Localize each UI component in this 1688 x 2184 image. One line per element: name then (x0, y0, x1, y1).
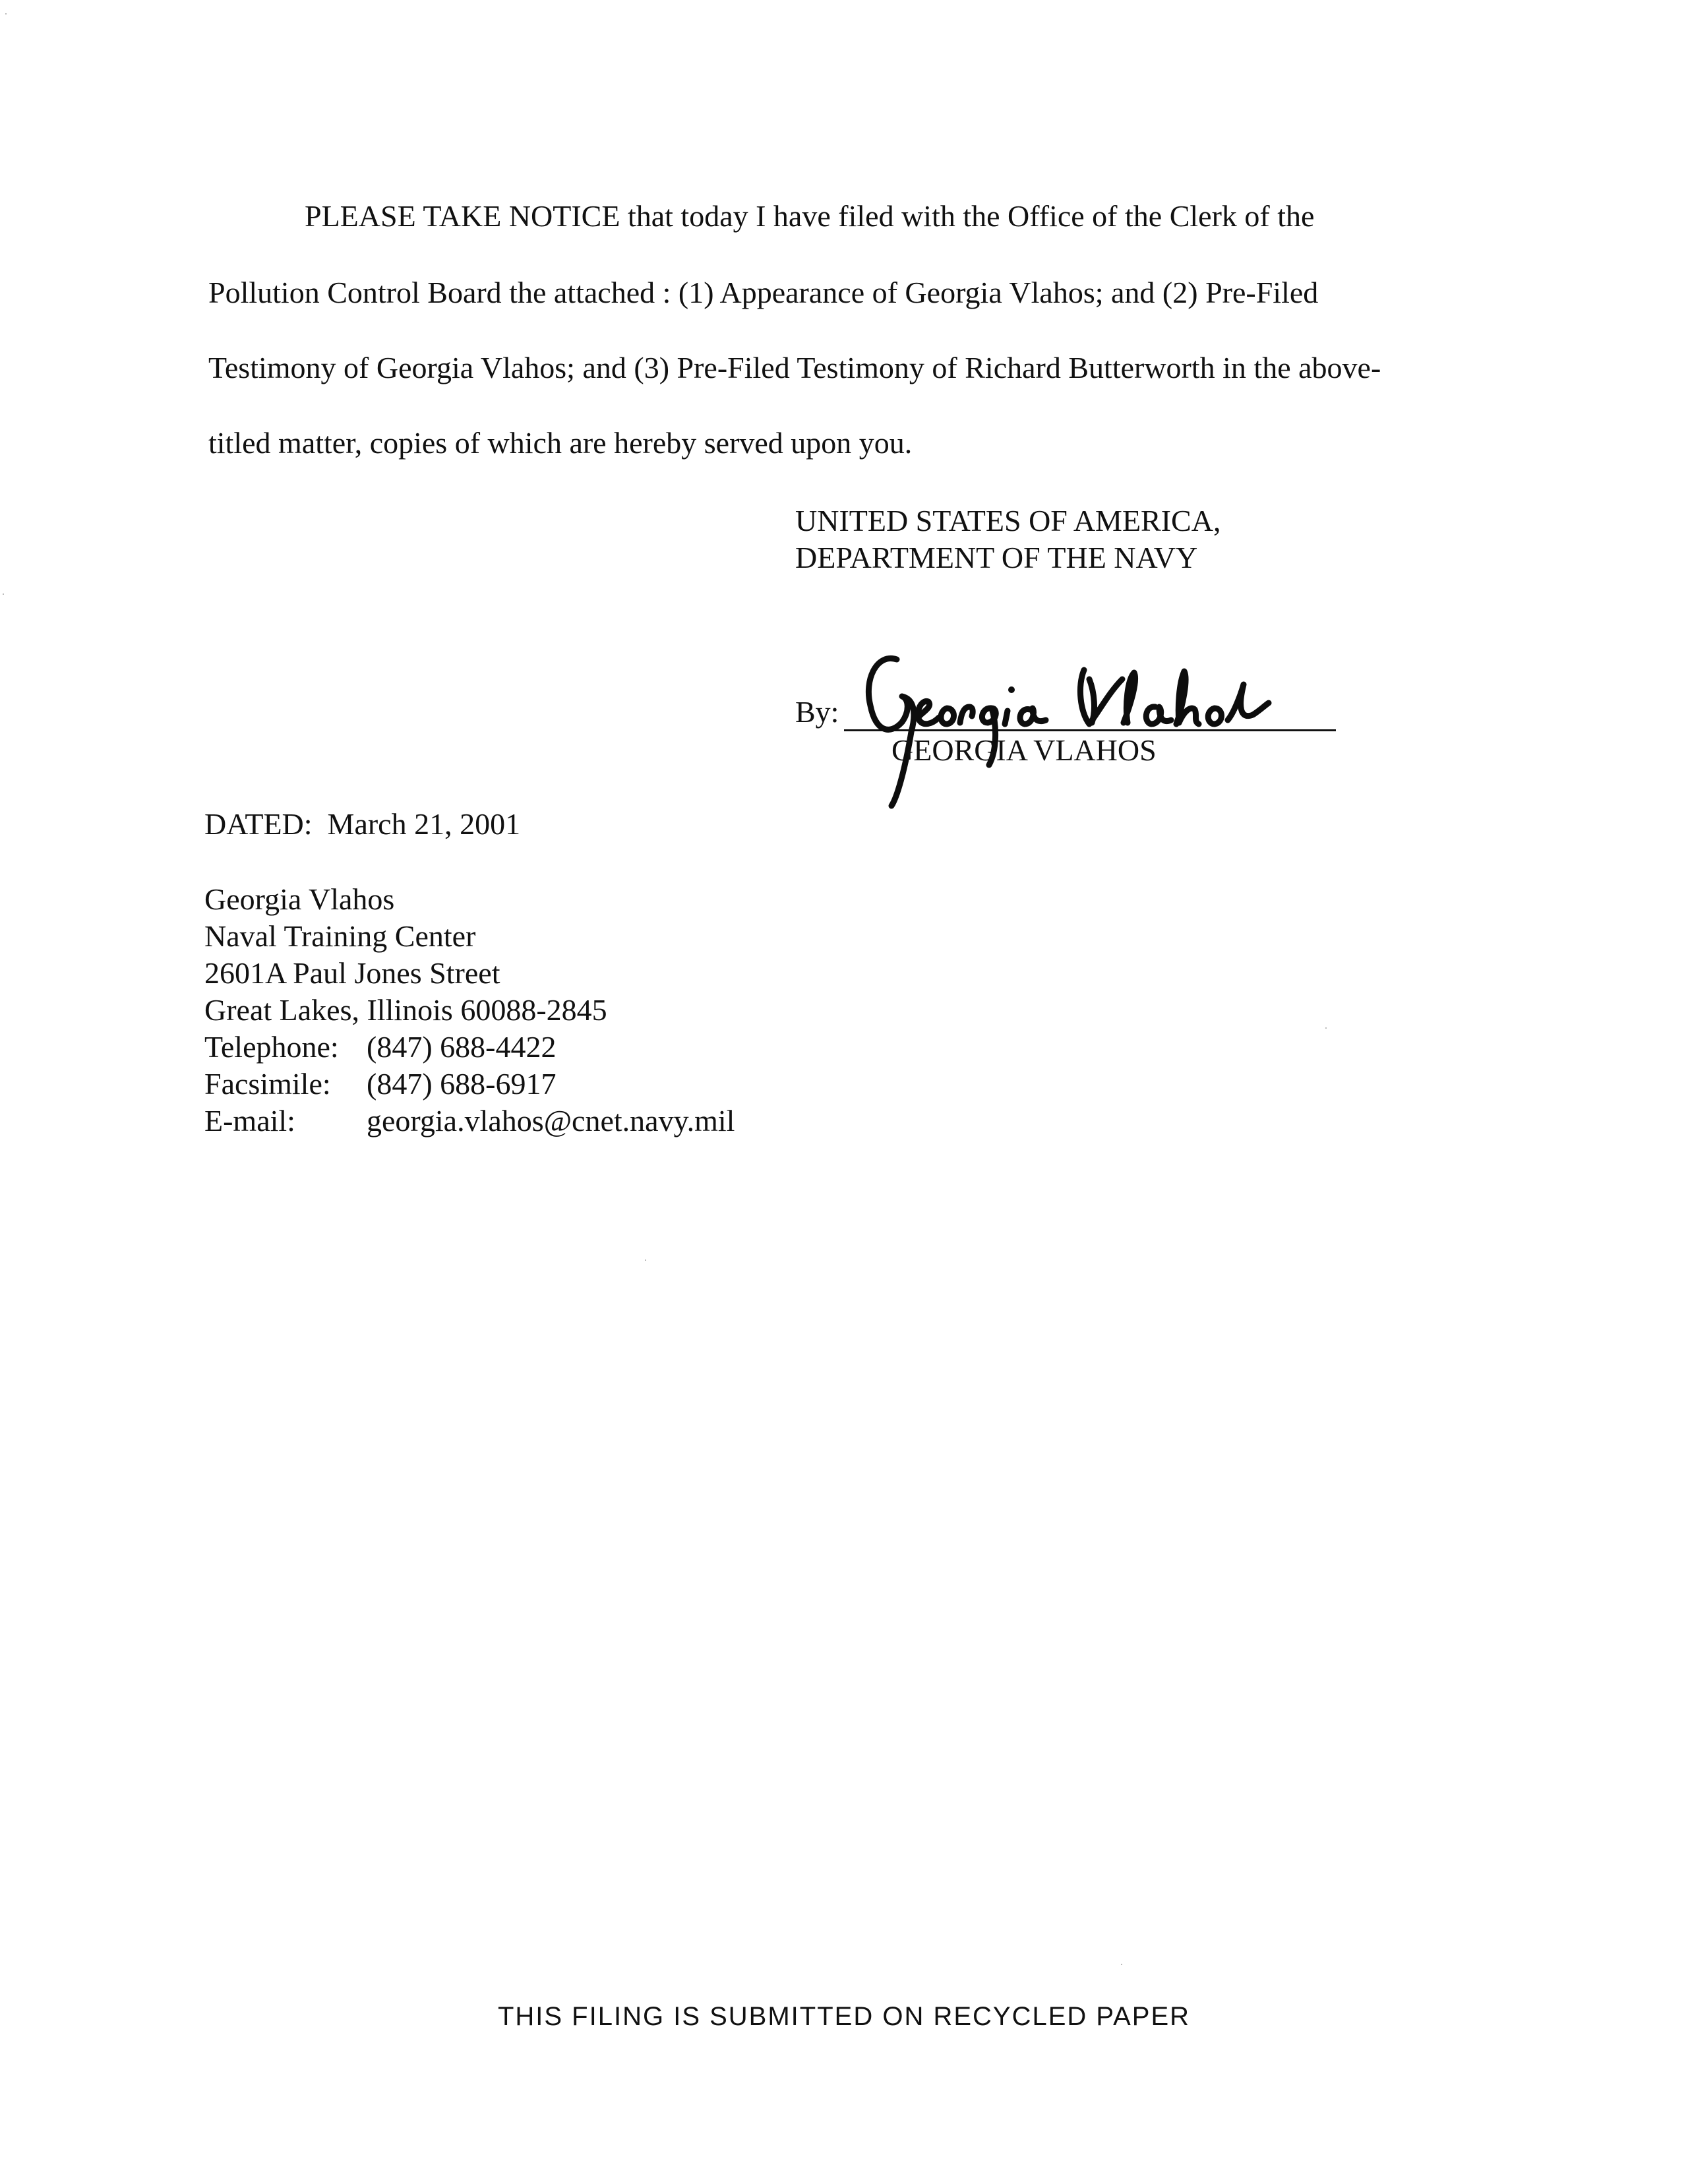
printed-name: GEORGIA VLAHOS (891, 733, 1157, 767)
telephone-label: Telephone: (204, 1030, 339, 1064)
email-value: georgia.vlahos@cnet.navy.mil (367, 1104, 735, 1138)
contact-facsimile (204, 1066, 556, 1103)
signatory-org-line-1: UNITED STATES OF AMERICA, (795, 504, 1221, 537)
contact-telephone (204, 1029, 556, 1066)
recycled-paper-footer: THIS FILING IS SUBMITTED ON RECYCLED PAPER (497, 2002, 1191, 2031)
notice-line-3: Testimony of Georgia Vlahos; and (3) Pre-Filed Testimony of Richard Butterworth in the above- (208, 351, 1381, 384)
scan-speck (1325, 1027, 1327, 1029)
email-label: E-mail: (204, 1104, 295, 1138)
dated-line (204, 806, 520, 843)
signatory-org-line-2: DEPARTMENT OF THE NAVY (795, 541, 1198, 574)
dated-label: DATED: (204, 807, 313, 841)
scan-speck (645, 1259, 646, 1261)
notice-line-1: PLEASE TAKE NOTICE that today I have filed with the Office of the Clerk of the (305, 199, 1315, 233)
scan-speck (1121, 1964, 1122, 1965)
notice-line-2: Pollution Control Board the attached : (1) Appearance of Georgia Vlahos; and (2) Pre-Filed (208, 276, 1319, 309)
by-label: By: (795, 695, 839, 729)
facsimile-label: Facsimile: (204, 1067, 331, 1101)
contact-organization: Naval Training Center (204, 919, 476, 953)
telephone-value: (847) 688-4422 (367, 1030, 557, 1064)
handwritten-signature (851, 633, 1273, 811)
scan-speck (3, 593, 4, 595)
facsimile-value: (847) 688-6917 (367, 1067, 557, 1101)
contact-name: Georgia Vlahos (204, 882, 395, 916)
dated-value: March 21, 2001 (327, 807, 521, 841)
contact-email (204, 1103, 735, 1139)
notice-line-4: titled matter, copies of which are hereby served upon you. (208, 426, 913, 460)
scan-speck (5, 13, 7, 15)
contact-street: 2601A Paul Jones Street (204, 956, 500, 990)
contact-city-state-zip: Great Lakes, Illinois 60088-2845 (204, 993, 607, 1027)
